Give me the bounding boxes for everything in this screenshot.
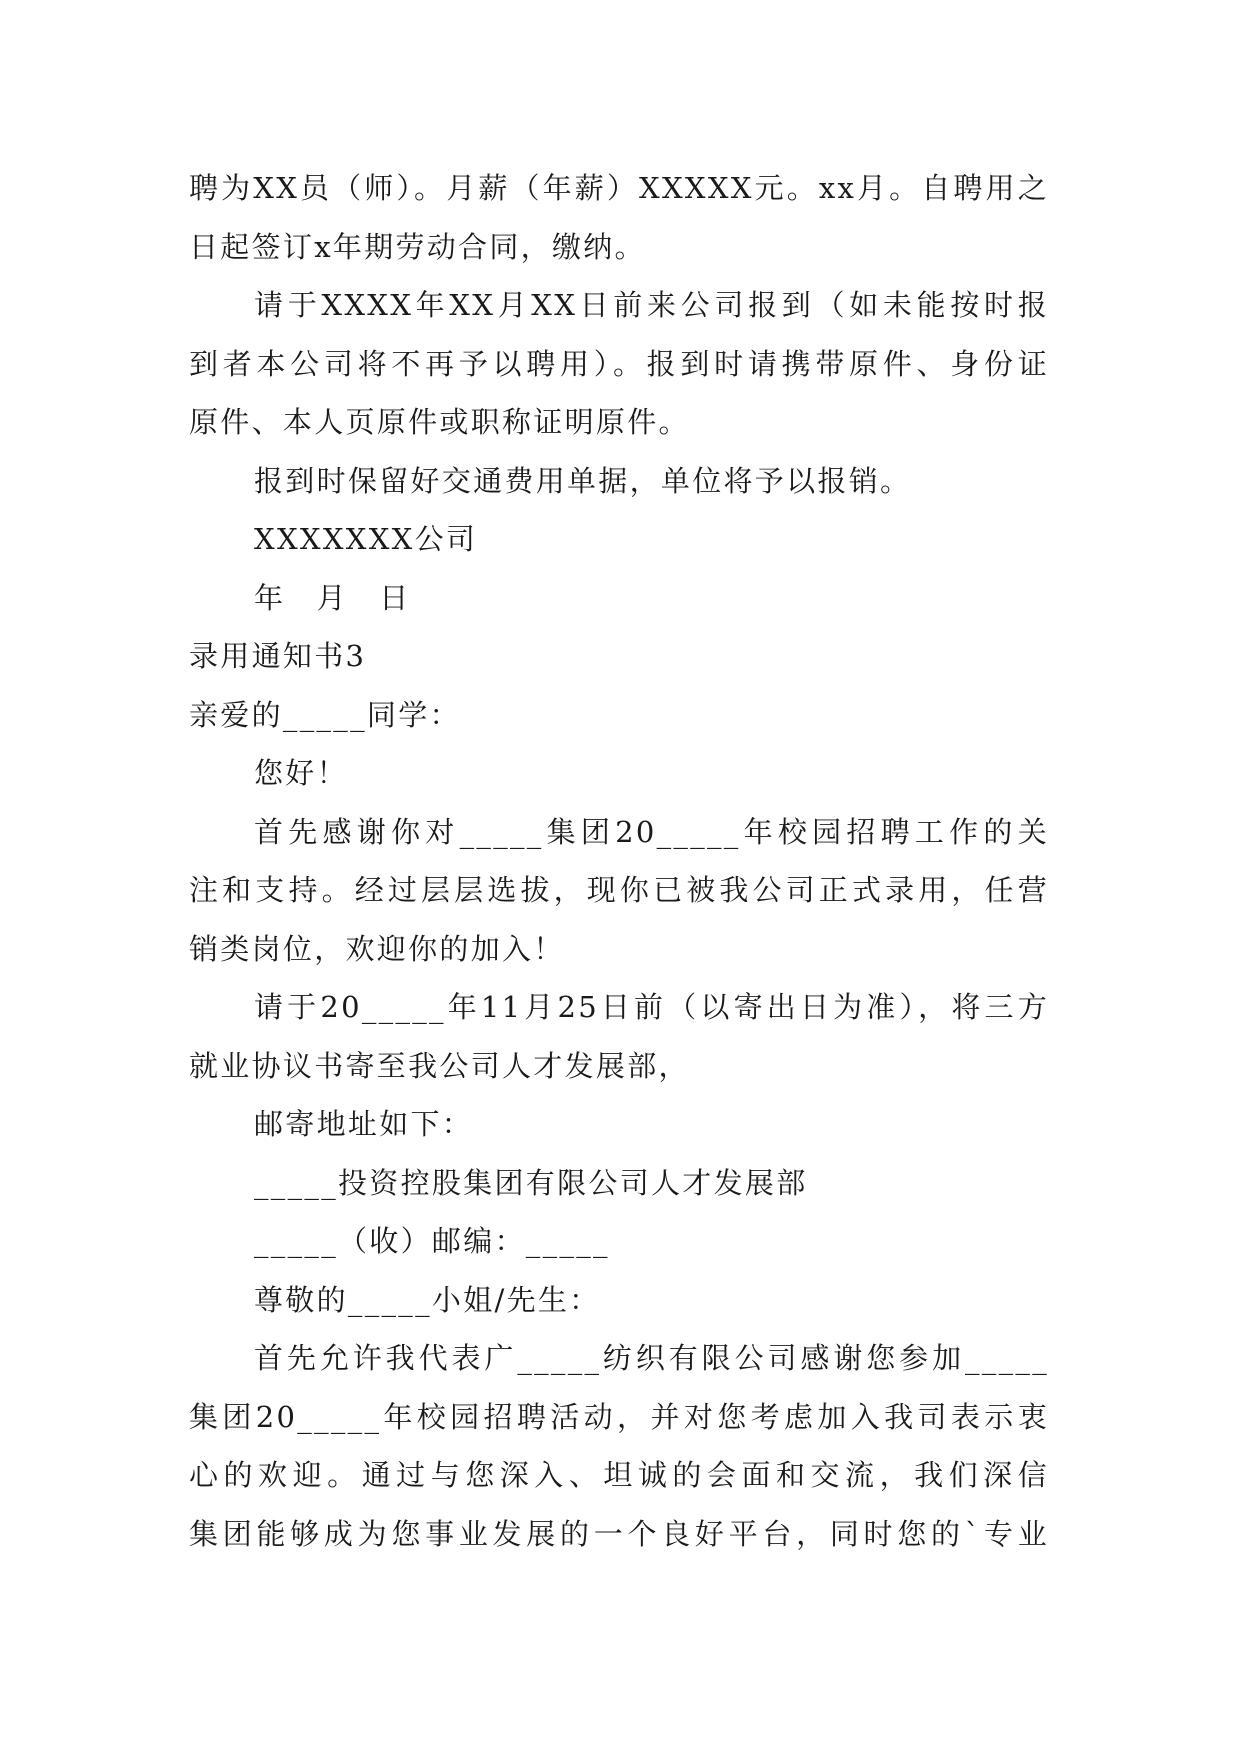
text-line: 聘为XX员（师）。月薪（年薪）XXXXX元。xx月。自聘用之: [189, 171, 1049, 205]
text-line: 销类岗位，欢迎你的加入！: [189, 931, 565, 966]
text-line: 注和支持。经过层层选拔，现你已被我公司正式录用，任营: [189, 873, 1049, 907]
text-line: XXXXXXX公司: [254, 522, 478, 556]
text-line: 尊敬的_____小姐/先生：: [254, 1282, 601, 1317]
text-line: 首先允许我代表广_____纺织有限公司感谢您参加_____: [254, 1341, 1049, 1375]
text-line: _____投资控股集团有限公司人才发展部: [254, 1165, 808, 1200]
text-line: 就业协议书寄至我公司人才发展部，: [189, 1048, 690, 1083]
text-line: 邮寄地址如下：: [254, 1107, 474, 1141]
text-line: 请于XXXX年XX月XX日前来公司报到（如未能按时报: [254, 288, 1049, 322]
text-line: 年 月 日: [254, 580, 411, 615]
text-line: 首先感谢你对_____集团20_____年校园招聘工作的关: [254, 814, 1049, 849]
text-line: 您好！: [254, 756, 348, 790]
text-line: 集团能够成为您事业发展的一个良好平台，同时您的`专业: [189, 1516, 1049, 1551]
text-line: 到者本公司将不再予以聘用）。报到时请携带原件、身份证: [189, 346, 1049, 381]
document-body: [189, 159, 1049, 1563]
text-line: 原件、本人页原件或职称证明原件。: [189, 405, 690, 439]
text-line: 集团20_____年校园招聘活动，并对您考虑加入我司表示衷: [189, 1399, 1049, 1434]
text-line: 请于20_____年11月25日前（以寄出日为准），将三方: [254, 990, 1049, 1024]
text-line: 心的欢迎。通过与您深入、坦诚的会面和交流，我们深信: [189, 1458, 1049, 1492]
text-line: 日起签订x年期劳动合同，缴纳。: [189, 229, 646, 264]
text-line: 报到时保留好交通费用单据，单位将予以报销。: [254, 463, 912, 498]
text-line: _____（收）邮编：_____: [254, 1224, 610, 1258]
text-line: 录用通知书3: [189, 639, 367, 673]
text-line: 亲爱的_____同学：: [189, 697, 461, 732]
